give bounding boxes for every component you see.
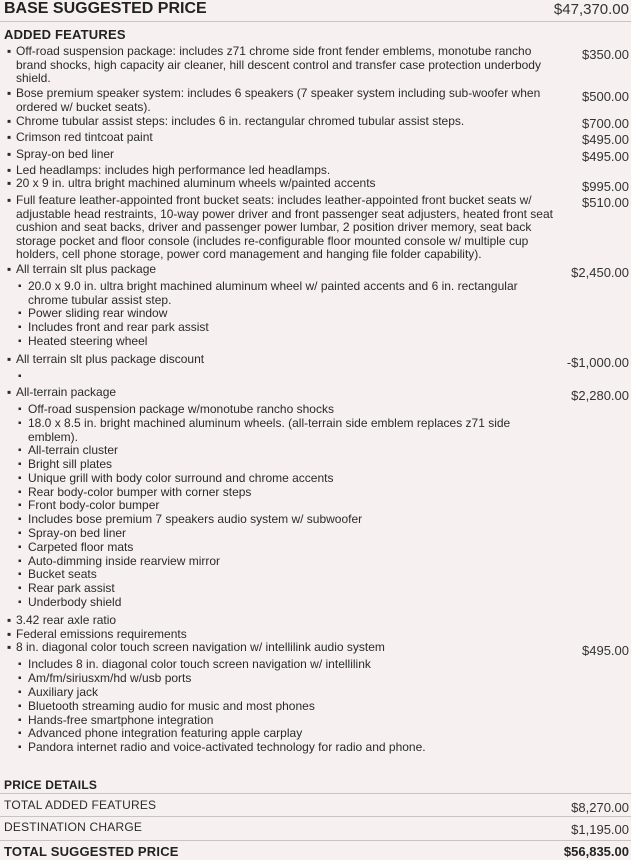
bullet-icon: ▪ bbox=[7, 613, 12, 627]
details-divider bbox=[0, 793, 631, 794]
sub-item bbox=[18, 513, 538, 527]
feature-item bbox=[7, 263, 562, 277]
feature-price: $495.00 bbox=[582, 643, 629, 658]
bullet-icon: ▪ bbox=[18, 281, 22, 292]
feature-price: $700.00 bbox=[582, 116, 629, 131]
base-price-label: BASE SUGGESTED PRICE bbox=[4, 0, 207, 17]
feature-text: Spray-on bed liner bbox=[16, 147, 115, 161]
feature-text: All terrain slt plus package discount bbox=[16, 352, 205, 366]
total-added-features-value: $8,270.00 bbox=[571, 800, 629, 815]
feature-text: All-terrain package bbox=[16, 385, 117, 399]
bullet-icon: ▪ bbox=[7, 262, 12, 276]
feature-text: Crimson red tintcoat paint bbox=[16, 130, 153, 144]
feature-price: $2,280.00 bbox=[571, 388, 629, 403]
feature-price: $495.00 bbox=[582, 149, 629, 164]
sub-item-text: Bluetooth streaming audio for music and most phones bbox=[28, 699, 315, 713]
bullet-icon: ▪ bbox=[18, 687, 22, 698]
feature-text: Off-road suspension package: includes z71 chrome side front fender emblems, monotube rancho brand shocks, high capacity air cleaner, hill descent control and transfer case protection underbody shield. bbox=[16, 44, 541, 86]
details-divider bbox=[0, 816, 631, 817]
bullet-icon: ▪ bbox=[18, 715, 22, 726]
bullet-icon: ▪ bbox=[7, 385, 12, 399]
feature-item bbox=[7, 87, 562, 114]
price-details-heading: PRICE DETAILS bbox=[4, 778, 98, 792]
bullet-icon: ▪ bbox=[18, 514, 22, 525]
sub-item-text: Unique grill with body color surround and chrome accents bbox=[28, 471, 334, 485]
bullet-icon: ▪ bbox=[18, 597, 22, 608]
bullet-icon: ▪ bbox=[18, 528, 22, 539]
bullet-icon: ▪ bbox=[7, 114, 12, 128]
feature-item bbox=[7, 115, 562, 129]
bullet-icon: ▪ bbox=[18, 459, 22, 470]
feature-item bbox=[7, 386, 562, 400]
feature-text: Bose premium speaker system: includes 6 speakers (7 speaker system including sub-woofer when ordered w/ bucket seats). bbox=[16, 86, 541, 114]
bullet-icon: ▪ bbox=[7, 352, 12, 366]
feature-price: $995.00 bbox=[582, 179, 629, 194]
bullet-icon: ▪ bbox=[18, 418, 22, 429]
sub-item bbox=[18, 444, 538, 458]
feature-item bbox=[7, 641, 562, 655]
sub-item bbox=[18, 458, 538, 472]
bullet-icon: ▪ bbox=[18, 336, 22, 347]
total-suggested-price-value: $56,835.00 bbox=[563, 844, 629, 859]
feature-text: Federal emissions requirements bbox=[16, 627, 187, 641]
header-divider bbox=[0, 21, 631, 22]
sub-item bbox=[18, 568, 538, 582]
feature-price: $495.00 bbox=[582, 132, 629, 147]
bullet-icon: ▪ bbox=[18, 487, 22, 498]
bullet-icon: ▪ bbox=[18, 659, 22, 670]
sub-item bbox=[18, 499, 538, 513]
sub-item-text: Heated steering wheel bbox=[28, 334, 148, 348]
sub-item-text: Includes 8 in. diagonal color touch screen navigation w/ intellilink bbox=[28, 657, 371, 671]
bullet-icon: ▪ bbox=[7, 86, 12, 100]
added-features-heading: ADDED FEATURES bbox=[4, 27, 126, 42]
feature-item bbox=[7, 353, 562, 367]
sub-item bbox=[18, 727, 538, 741]
sub-item-text: All-terrain cluster bbox=[28, 443, 119, 457]
bullet-icon: ▪ bbox=[18, 701, 22, 712]
sub-item bbox=[18, 596, 538, 610]
sub-item-text: Rear park assist bbox=[28, 581, 115, 595]
feature-text: Chrome tubular assist steps: includes 6 in. rectangular chromed tubular assist steps. bbox=[16, 114, 465, 128]
sub-item-text: Am/fm/siriusxm/hd w/usb ports bbox=[28, 671, 192, 685]
sub-item bbox=[18, 658, 538, 672]
feature-item bbox=[7, 194, 562, 262]
sub-item bbox=[18, 672, 538, 686]
sub-item-text: Rear body-color bumper with corner steps bbox=[28, 485, 252, 499]
bullet-icon: ▪ bbox=[18, 404, 22, 415]
sub-item bbox=[18, 582, 538, 596]
sub-item-text: Off-road suspension package w/monotube rancho shocks bbox=[28, 402, 334, 416]
feature-text: 20 x 9 in. ultra bright machined aluminum wheels w/painted accents bbox=[16, 176, 376, 190]
sub-item-text: Spray-on bed liner bbox=[28, 526, 127, 540]
bullet-icon: ▪ bbox=[7, 627, 12, 641]
sub-item bbox=[18, 741, 538, 755]
sub-item bbox=[18, 417, 538, 444]
feature-price: $510.00 bbox=[582, 195, 629, 210]
bullet-icon: ▪ bbox=[7, 147, 12, 161]
feature-text: All terrain slt plus package bbox=[16, 262, 157, 276]
sub-item-text: 18.0 x 8.5 in. bright machined aluminum wheels. (all-terrain side emblem replaces z71 side emblem). bbox=[28, 416, 511, 444]
bullet-icon: ▪ bbox=[18, 371, 22, 382]
feature-item bbox=[7, 148, 562, 162]
bullet-icon: ▪ bbox=[18, 556, 22, 567]
feature-text: 3.42 rear axle ratio bbox=[16, 613, 117, 627]
feature-text: 8 in. diagonal color touch screen navigation w/ intellilink audio system bbox=[16, 640, 385, 654]
sub-item-text: Carpeted floor mats bbox=[28, 540, 134, 554]
bullet-icon: ▪ bbox=[7, 163, 12, 177]
bullet-icon: ▪ bbox=[7, 130, 12, 144]
feature-item bbox=[7, 177, 562, 191]
sub-item-text: Bright sill plates bbox=[28, 457, 113, 471]
sub-item bbox=[18, 472, 538, 486]
sub-item bbox=[18, 403, 538, 417]
bullet-icon: ▪ bbox=[18, 728, 22, 739]
feature-price: $2,450.00 bbox=[571, 265, 629, 280]
bullet-icon: ▪ bbox=[18, 673, 22, 684]
sub-item bbox=[18, 335, 538, 349]
bullet-icon: ▪ bbox=[7, 193, 12, 207]
sub-item bbox=[18, 307, 538, 321]
feature-price: $500.00 bbox=[582, 89, 629, 104]
sub-item-text: Hands-free smartphone integration bbox=[28, 713, 214, 727]
sub-item-text: Includes bose premium 7 speakers audio system w/ subwoofer bbox=[28, 512, 363, 526]
sub-item bbox=[18, 700, 538, 714]
sub-item bbox=[18, 280, 538, 307]
bullet-icon: ▪ bbox=[18, 322, 22, 333]
sub-item-text: Auxiliary jack bbox=[28, 685, 99, 699]
sub-item-text: Includes front and rear park assist bbox=[28, 320, 209, 334]
sub-item bbox=[18, 321, 538, 335]
sub-item-text: Front body-color bumper bbox=[28, 498, 160, 512]
sub-item-text: Advanced phone integration featuring apple carplay bbox=[28, 726, 303, 740]
sub-item-text: Pandora internet radio and voice-activated technology for radio and phone. bbox=[28, 740, 426, 754]
bullet-icon: ▪ bbox=[7, 640, 12, 654]
feature-item bbox=[7, 131, 562, 145]
bullet-icon: ▪ bbox=[18, 569, 22, 580]
sub-item-text: Power sliding rear window bbox=[28, 306, 168, 320]
bullet-icon: ▪ bbox=[18, 742, 22, 753]
sub-item-text: Auto-dimming inside rearview mirror bbox=[28, 554, 221, 568]
bullet-icon: ▪ bbox=[18, 583, 22, 594]
bullet-icon: ▪ bbox=[7, 176, 12, 190]
feature-item bbox=[7, 45, 562, 86]
bullet-icon: ▪ bbox=[18, 473, 22, 484]
bullet-icon: ▪ bbox=[7, 44, 12, 58]
base-price-value: $47,370.00 bbox=[553, 1, 629, 18]
sub-item bbox=[18, 686, 538, 700]
sub-item bbox=[18, 541, 538, 555]
destination-charge-value: $1,195.00 bbox=[571, 822, 629, 837]
details-divider bbox=[0, 840, 631, 841]
sub-item-text: Bucket seats bbox=[28, 567, 97, 581]
sub-item bbox=[18, 527, 538, 541]
feature-item bbox=[7, 614, 562, 628]
bullet-icon: ▪ bbox=[18, 445, 22, 456]
bullet-icon: ▪ bbox=[18, 308, 22, 319]
destination-charge-label: DESTINATION CHARGE bbox=[4, 820, 143, 834]
feature-text: Full feature leather-appointed front bucket seats: includes leather-appointed front bucket seats w/ adjustable head restraints, 10-way power driver and front passenger seat adjusters, heated front seat cushion and seat backs, driver and passenger power lumbar, 2 position driver memory, seat back storage pocket and floor console (includes re-configurable floor mounted console w/ multiple cup holders, cell phone storage, power cord management and hanging file folder capability). bbox=[16, 193, 553, 262]
sub-item-text: 20.0 x 9.0 in. ultra bright machined aluminum wheel w/ painted accents and 6 in. rectangular chrome tubular assist step. bbox=[28, 279, 518, 307]
feature-price: -$1,000.00 bbox=[566, 355, 629, 370]
bullet-icon: ▪ bbox=[18, 500, 22, 511]
total-suggested-price-label: TOTAL SUGGESTED PRICE bbox=[4, 844, 179, 859]
feature-price: $350.00 bbox=[582, 47, 629, 62]
feature-text: Led headlamps: includes high performance led headlamps. bbox=[16, 163, 331, 177]
sub-item-text: Underbody shield bbox=[28, 595, 122, 609]
total-added-features-label: TOTAL ADDED FEATURES bbox=[4, 798, 157, 812]
bullet-icon: ▪ bbox=[18, 542, 22, 553]
